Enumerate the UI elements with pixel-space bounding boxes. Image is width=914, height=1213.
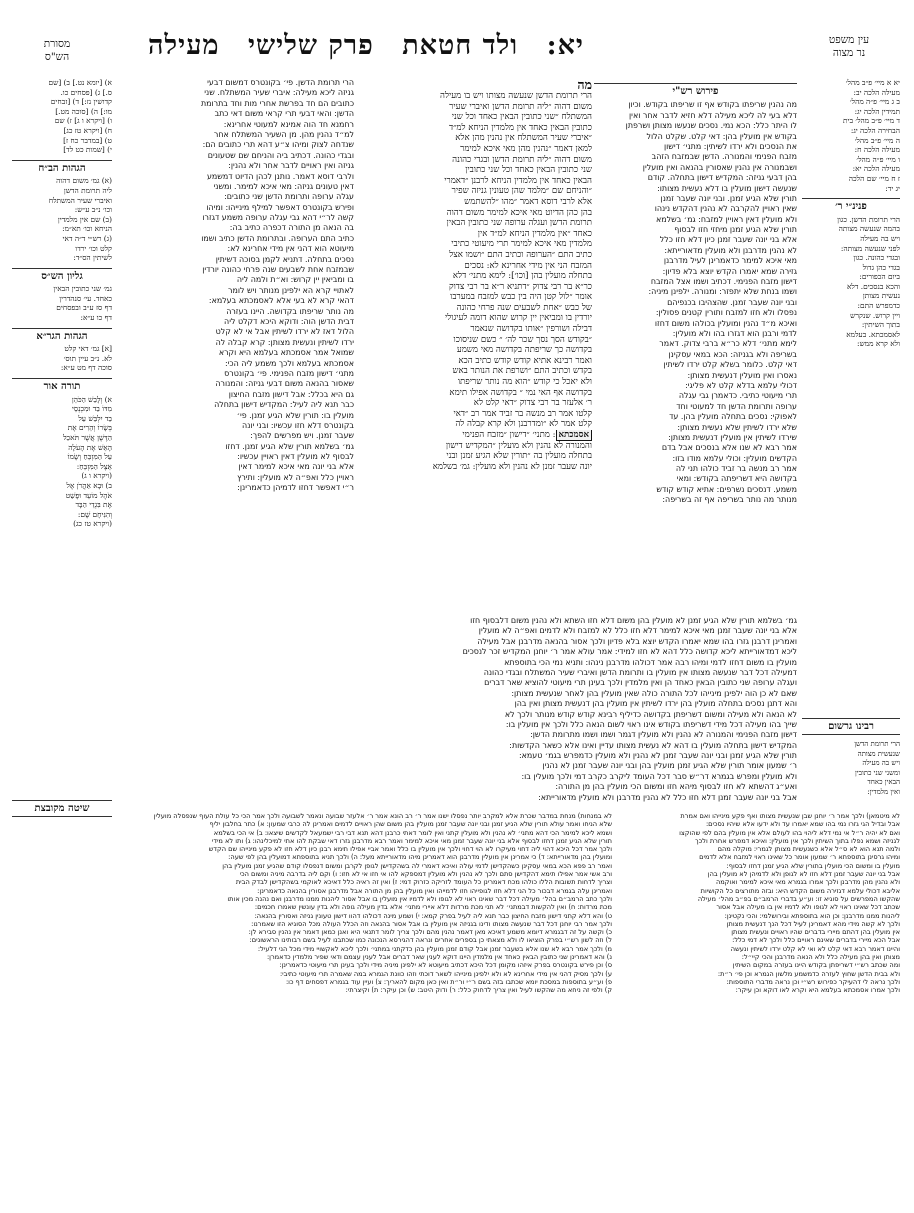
bottom-left-line: ולכך אמר רבי יוחנן דכל דבר שנעשה מצותו ודינו בגניזה אין מועלין בו אבל אסור בהנאה וזה הכלל העולה מכל הסוגיא הזו שאמרנו: <box>251 919 612 928</box>
page-header <box>0 28 914 68</box>
bottom-left-line: ואמרינן עלה בגמרא דבכור כל הני דלא חזו לגופייהו חזו לדמייהו ואין מועלין בהן מן התורה אבל מדרבנן אסורין בהנאה כדאמרינן: <box>257 886 612 895</box>
gloss-section-line: לשיתין הס״ד: <box>73 253 112 263</box>
bottom-left-line: מ) ולכך אמר רבא לא שנו אלא בשעבר זמנן אבל קודם זמנן מועלין בהן כדקתני במתני׳ ולכך ליכא לאקשויי מידי מכל הני דלעיל: <box>257 944 612 953</box>
tosafot-line: כתובים הם חד בפרשת אחרי מות וחד בתרומת <box>200 98 354 108</box>
bottom-left-line: ולכך כתב הרמב״ם בהל׳ מעילה דכל דבר שאינו ראוי לא לגופו ולא לדמיו אין מועלין בו אבל אסור ליהנות ממנו מדרבנן ואם נהנה מכין אותו <box>227 894 612 903</box>
tosafot-line: ולרבי דוסא דאמר. נותנן לכהן הדיוט דמשמע <box>206 171 354 181</box>
masoret-entry: ס.] ג) [פסחים כו. <box>60 87 112 97</box>
ein-mishpat-section-line: כדמפרש התם: <box>857 301 900 311</box>
bottom-left-line: ק) ולפי זה ניחא מה שהקשו לעיל ואין צריך לדחוק כלל: ר) ודוק היטב: ש) וכן עיקר: ת) וקיצרתי: <box>345 986 612 995</box>
page-ref: יא: <box>546 30 584 61</box>
tosafot-line: גם היא בכלל: אבל דישון מזבח החיצון <box>228 389 354 399</box>
gloss-section-line: בַד יִלְבַּשׁ עַל <box>78 413 112 423</box>
bottom-commentary-left <box>12 812 612 1212</box>
tosafot-line: למ״ד נהנין מהן. מן השעיר המשתלח אחר <box>213 129 354 139</box>
rashi-line: ואיכא מ״ד נהנין ומועלין בכולהו משום דחזו <box>654 318 797 328</box>
gloss-section-line: ואיברי שעיר המשתלח <box>48 195 112 205</box>
gemara-line: שני כתובין הבאין כאחד וכל שני כתובין <box>465 165 592 176</box>
ein-mishpat-entry: הבחירה הלכה יג: <box>850 125 900 135</box>
gloss-section-title: גליון הש״ס <box>12 268 112 282</box>
bottom-right-line: לא מיטמאן) ולכך אמר ר׳ יוחנן שבן שנעשית מצותו ואף פקע מינייהו ואם אמרת <box>680 812 900 820</box>
gemara-line: בתחלה מועלין בהן [וכו׳]: לימא מתני׳ דלא <box>452 271 592 282</box>
rashi-line: שנעשה דישון מועלין בו דלא נעשית מצותו: <box>657 183 797 193</box>
gloss-column <box>12 78 112 793</box>
rashi-line: מאי איכא למימר כדאמרינן לעיל מדרבנן <box>663 256 797 266</box>
ein-mishpat-entry: ז ח מיי׳ שם הלכה <box>848 173 900 183</box>
bottom-right-line: ולא נהנין מהן מדרבנן ולכך אמרו בגמרא מאי איכא למימר ואוקמה <box>715 878 900 887</box>
tosafot-line: אלא בני יונה מאי איכא למימר דאין <box>238 462 354 472</box>
gemara-line: המשתלח ״שני כתובין הבאין כאחד וכל שני <box>451 112 592 123</box>
ein-mishpat-entry: מעילה הלכה יא: <box>852 164 900 174</box>
gloss-section-line: אֵצֶל הַמִּזְבֵּחַ: <box>76 461 112 471</box>
bottom-right-line: והיינו דאמר רבא דאי קלט לא ואי לא קלט ירדו לשיתין ונעשה <box>730 944 900 953</box>
gloss-section-line: א) וְלָבַשׁ הַכֹּהֵן <box>71 394 112 404</box>
bottom-right-line: שכתב דכל שאינו ראוי לא לגופו ולא לדמיו אין בו מעילה אבל אסור <box>716 903 900 912</box>
bottom-right-line: אבל בני יונה שעבר זמנן דלא חזו לא לגופן ולא לדמיהן לא מועלין בהן <box>707 870 900 879</box>
gloss-section-line: אֶת בִּגְדֵי הַבָּד <box>75 500 112 510</box>
bottom-right-line: לגניזה ושמא נפלו בתוך השיתין ולכך אין מועלין: ואיכא דמפרש אחרת ולכך <box>695 836 900 845</box>
tosafot-line: בה הנאה מן התורה דכפרה כתיב בה: <box>229 223 354 233</box>
tosafot-line: ופירש בקונטרס דאפשר למילף מינייהו: ומיהו <box>206 202 354 212</box>
lower-commentary-line: גמ׳ בשלמא תורין שלא הגיע זמנן לא מועלין בהן משום דלא חזו השתא ולא נהנין משום דלבסוף חזו <box>470 616 797 625</box>
bottom-right-line: ולא בבית הדשן שחוץ לעזרה כדמשמע מלשון הגמרא וכן פי׳ ר״ת: <box>717 969 900 978</box>
bottom-right-line: ולכך לא קשה מידי מהא דאמרינן לעיל דכל הנך דנעשית מצותן <box>726 919 900 928</box>
gloss-section-line: ב) וּבָא אַהֲרֹן אֶל <box>66 480 112 490</box>
rashi-line: דאי קלט. כלומר בשלא קלט ירדו לשיתין <box>663 360 797 370</box>
ein-mishpat-entry: יא א מיי׳ פ״ב מהל׳ <box>845 78 900 87</box>
rashi-line: בקודש אין מועלין בהן: דאי קלט. שקלט הלול <box>646 131 797 141</box>
gemara-line: ולא יאכל כי קודש ״הוא מה נותר שריפתו <box>457 377 592 388</box>
rashi-line: לדמי ורבנן הוא דגזרו בהו ולא מועלין: <box>672 329 797 338</box>
gemara-line: הרי תרומת הדשן שנעשה מצותו ויש בו מעילה <box>440 91 592 101</box>
tosafot-line: גניזה ליכא מעילה: איברי שעיר המשתלח. שני <box>204 88 354 98</box>
tosafot-line: לאתויי קרא הא ילפינן מנותר ויש לומר <box>228 285 354 295</box>
gemara-line: משום דהוה ״ליה תרומת הדשן ואיברי שעיר <box>449 101 592 112</box>
tosafot-line: ירדו לשיתין ונעשית מצותן: קרא קבלה לה <box>215 337 354 347</box>
tosafot-line: שעבר זמנן. ויש מפרשים להפך: <box>250 431 354 441</box>
rashi-line: הקדשים מועלין: וכולי עלמא מודו בזו: <box>672 453 797 463</box>
tosafot-line: כבר תנא ליה לעיל: המקדיש דישון בתחלה <box>214 400 354 410</box>
gemara-line: יורדין בו ומביאין יין קרוש שהוא דומה לעיגולי <box>444 313 592 324</box>
rabbeinu-gershom-text <box>802 740 900 810</box>
gloss-section-line: (ויקרא טז כג) <box>73 519 112 529</box>
gemara-line: כתיב התם ״הערופה וכתיב התם ״ושמו אצל <box>449 249 592 260</box>
ein-mishpat-section-line: בהמה שנעשה מצותה <box>838 224 900 234</box>
tosafot-line: שאסור בהנאה משום דבעי גניזה: והמנורה <box>215 379 354 389</box>
bottom-right-line: אליבא דכולי עלמא דגזירה משום הקדש היא: ובזה מתורצים כל הקושיות <box>700 886 900 895</box>
bottom-left-line: פ) וע״ע בתוספות במסכת יומא שכתבו בזה בשם ר״י ור״ת ואין כאן מקום להאריך: צ) ועיין עוד בגמרא דפסחים דף כו: <box>285 977 612 986</box>
bottom-left-line: מכת מרדות: ח) ואין להקשות דבמתני׳ לא תני מכת מרדות דלא איירי מתני׳ אלא בדין מעילה גופה ולא בדין עונשין שאמרו חכמים: <box>254 903 612 912</box>
gloss-section-line: בְּשָׂרוֹ וְהֵרִים אֶת <box>67 423 112 433</box>
rashi-line: גזירה שמא יאמרו הקדש יוצא בלא פדיון: <box>662 266 797 276</box>
rashi-line: תורין שלא הגיע זמנן. ובני יונה שעבר זמנן <box>660 193 797 203</box>
gemara-line: אלא לרבי דוסא דאמר ״מהו ״להשתמש <box>464 196 592 207</box>
gloss-section-line: ליה תרומת הדשן <box>63 185 112 195</box>
bottom-left-line: ומועלין בהן מדאורייתא: ד) כי אמרינן אין מועלין מדרבנן הוא דאמרינן מיהו מדאורייתא מעל: ה) ולכך תניא בתוספתא דמועלין בהן לפי שעה: <box>228 853 612 862</box>
rashi-line: אמר רב מנשה בר זביד כולהו תני לה <box>675 464 797 474</box>
gemara-line: בהן כהן הדיוט מאי איכא למימר משום דהוה <box>446 207 592 218</box>
tosafot-line: דאין טעונים גניזה: מאי איכא למימר. ומשני <box>213 181 354 191</box>
gloss-section-line: דף סז ע״ב ובפסחים <box>56 303 112 313</box>
rashi-column <box>594 78 797 613</box>
lower-commentary-line: שייך בהו מעילה דכל מידי דשריפתו בקודש אינו ראוי לשום הנאה כלל ולכך אין מועלין בו: <box>505 719 797 729</box>
gemara-line: ר׳ אלעזר בר רבי צדוק ״דאי קלט לא <box>473 398 592 409</box>
gemara-line: הבאין כאחד אין מלמדין הניחא לרבנן ״דאמרי <box>444 175 592 186</box>
gloss-section-line: הַדֶּשֶׁן אֲשֶׁר תֹּאכַל <box>63 433 112 442</box>
gemara-line: המזבח הני אין מידי אחרינא לא: נסכים <box>464 260 592 271</box>
rashi-line: מזבח הפנימי והמנורה. הדשן שבמזבח הזהב <box>651 152 797 162</box>
rashi-line: לאפוקי: נסכים בתחלה מועלין בהן. עד <box>669 412 797 422</box>
bottom-left-line: ואמר רב פפא הכא במאי עסקינן כשהקדישן לדמי עולה ואיכא דאמרי לה בשהקדישן לגופן לקרבן ומשום דנפסלו קודם שהגיע זמנן מועלין בהן <box>222 861 612 870</box>
gloss-section-line: כאחד. עי׳ סנהדרין <box>59 293 112 303</box>
tosafot-line: ובגדי כהונה. דכתיב ביה והניחם שם שטעונים <box>207 150 354 160</box>
rashi-line: מנותר מה נותר בשריפה אף זה בשריפה: <box>662 495 797 505</box>
gloss-section-line: קלט וכו׳ ירדו <box>75 243 112 253</box>
gemara-line: ואמר רבינא אתיא קודש קודש כתיב הכא <box>458 355 592 366</box>
gemara-line: למאן דאמר ״נהנין מהן מאי איכא למימר <box>460 143 592 154</box>
rashi-line: משמע. דנסכים נשרפים: אתיא קודש קודש <box>656 484 797 494</box>
rabbeinu-gershom-line: ומשני שני כתובין <box>854 768 900 777</box>
gemara-line: כתובין הבאין כאחד אין מלמדין הניחא למ״ד <box>448 122 592 133</box>
rashi-line: בשריפה ולא בגניזה: הכא במאי עסקינן <box>668 349 797 359</box>
gemara-line: קלט אמר לא ״ומדרבנן ולא קרא קבלה לה <box>455 419 592 430</box>
rabbeinu-gershom-line: הרי תרומת הדשן <box>854 740 900 748</box>
lower-commentary-line: ועגלה ערופה שני כתובין הבאין כאחד הן ואין מלמדין ולכך בעינן תרי מיעוטי להוציא שאר דברים <box>484 678 797 688</box>
ein-mishpat-entry: מעילה הלכה יב: <box>853 87 900 97</box>
bottom-left-line: וצריך לדחות תשובות הללו כולהו מכח דאמרינן כל העומד לזריקה כזרוק דמי: ז) ואין זה ראיה כלל דאיכא לאוקמי בשהקדישן לבדק הבית <box>235 878 612 887</box>
bottom-right-line: שהקשו המפרשים על סוגיא זו: וע״ע בדברי הרמב״ם בפ״ב מהל׳ מעילה <box>697 894 900 903</box>
ein-mishpat-entry: ו מיי׳ פ״ה מהל׳ <box>856 154 900 164</box>
ein-mishpat-entry: ד מיי׳ פ״ב מהל׳ בית <box>843 116 900 126</box>
lower-commentary-line: מועלין בו משום דחזו לדמי ומיהו רבה אמר דכולהו מדרבנן נינהו: ותניא נמי הכי בתוספתא <box>504 657 797 667</box>
ein-mishpat-section-line: הרי תרומת הדשן. כגון <box>837 214 900 224</box>
tosafot-line: הלול דאז לא ירדו לשיתין אבל אי לא קלט <box>215 327 354 337</box>
lower-commentary-line: לא הנאה ולא מעילה ומשום דשריפתן בקדושה כדיליף רבינא קודש קודש מנותר ולכך לא <box>504 709 797 719</box>
gemara-line: בקדש וכתיב התם ״ושרפת את הנותר באש <box>452 366 592 377</box>
tosafot-line: כתיב התם הערופה. ובתרומת הדשן כתיב ושמו <box>201 233 354 243</box>
gloss-section-line: (ויקרא ו ג) <box>81 471 112 481</box>
bottom-right-line: ומה שכתב רש״י דשריפתן בקודש היינו בעזרה במקום השיתין <box>732 961 900 970</box>
ein-mishpat-section-line: ויין קרוש. שנקרש <box>850 310 900 320</box>
gemara-line: יונה שעבר זמנן לא נהנין ולא מועלין: גמ׳ בשלמא <box>432 461 592 472</box>
gloss-section-line: גמ׳ שני כתובין הבאין <box>53 284 112 294</box>
gloss-section-line: [א] גמ׳ דאי קלט <box>64 344 112 354</box>
bottom-right-line: מצותן ואין בהן מעילה כלל ולא הנאה מדרבנן והכי קיי״ל: <box>741 953 900 962</box>
lower-commentary-line: ואמרינן דרבנן גזרו בהו שמא יאמרו הקדש יוצא בלא פדיון ולכך אסור בהנאה מדרבנן אבל מעילה <box>477 636 797 646</box>
tosafot-line: קשה לר״י דהא גבי עגלה ערופה משמע דגזרו <box>202 213 354 223</box>
daf-name: מעילה <box>148 30 220 61</box>
gemara-line: דבילה ושורפין ״אותו בקדושה שנאמר <box>470 324 592 335</box>
gloss-section-title: תורה אור <box>12 378 112 392</box>
bottom-left-line: לא במנחות) מנחת במדבר שכרת אלא למקרב יותר נפסלו ישנו אמר ר׳ רב הונא אמר ר׳ אלעזר שבועה ונאמר לשבועה ולכך אמר הכי כל עולת העוף שנפסלה מועלין <box>153 812 612 820</box>
gemara-line: כר״א בר רבי צדוק ״דתניא ר״א בר רבי צדוק <box>448 281 592 292</box>
rashi-line: ושבמנורה אין נהנין שאסורין בהנאה ואין מועלין <box>642 162 797 172</box>
lower-commentary-line: המקדיש דישון בתחלה מועלין בו דהא לא נעשית מצותו עדיין ואינו אלא כשאר הקדשות: <box>509 740 797 750</box>
tosafot-line: שנדחה לצוק ומיהו צ״ע דהא תרי כתובים הם: <box>202 140 354 150</box>
gloss-section-line: הָאֵשׁ אֶת הָעֹלָה <box>68 442 112 452</box>
masoret-entry: ח) [ויקרא טז כג] <box>63 125 112 135</box>
rashi-line: דלא בעי לה ליכא מעילה דלא חזיא לדבר אחר ואין <box>629 110 797 120</box>
gemara-line: משום דהוה ״ליה תרומת הדשן ובגדי כהונה <box>452 154 592 165</box>
bottom-right-line: ולמה תנא הוא לא ס״ל אלא כשנעשית מצותן לגמרי: מוקלה מהם <box>717 845 900 854</box>
tosafot-line: שבמזבח אחת לשבעים שנה פרחי כהונה יורדין <box>202 265 354 275</box>
rashi-line: אלא בני יונה שעבר זמנן כיון דלא חזו כלל <box>659 235 797 245</box>
tractate-name: ולד חטאת <box>402 30 519 61</box>
masoret-entry: ו) [ויקרא ו ג] ז) שם <box>54 116 112 126</box>
bottom-left-line: ע) ולכך מסיק דהני אין מידי אחרינא לא ולא ילפינן מינייהו לשאר דוכתי וזהו כוונת הגמרא במה שאמרה תרי מיעוטי כתיבי: <box>279 969 612 978</box>
lower-commentary-line: תורין שלא הגיע זמנן ובני יונה שעבר זמנן לא נהנין ולא מועלין כדמפרש בגמ׳ טעמא: <box>518 751 797 761</box>
bottom-left-line: ושמא ליכא למימר הכי דהא מתני׳ לא נהנין ולא מועלין קתני ואין לומר דאתי כרבנן דהא תנא דבי רבי ישמעאל לקדשים שיצאו: ב) אי הכי בשלמא <box>213 828 612 837</box>
tosafot-line: הרי תרומת הדשן. פי׳ בקונטרס דמשום דבעי <box>207 78 354 87</box>
lower-commentary-line: דמעילה דכל דבר שנעשה מצותו אין מועלין בו ותרומת הדשן ואיברי שעיר המשתלח ובגדי כהונה <box>483 667 797 677</box>
page-title <box>130 30 584 61</box>
bottom-left-line: ט) והא דלא קתני דישון מזבח החיצון כבר תנא ליה לעיל בפרק קמא: י) ושמע מינה דכולהו דהוו דישון טעונין גניזה ואסורין בהנאה: <box>254 911 612 920</box>
lower-commentary-line: ואע״ג דהשתא לא חזו לבסוף מיהא חזו ומשום הכי מועלין בהן מן התורה: <box>555 782 797 792</box>
ein-mishpat-section-line: ובגדי כהונה. כגון <box>853 253 900 263</box>
ein-mishpat-entry: מעילה הלכה ח: <box>854 145 900 155</box>
lower-commentary-line: ליכא דמדאורייתא ליכא קדושה כלל דהא לא חזו למידי: אמר עולא אמר ר׳ יוחנן המקדיש זכר לנסכים <box>462 647 797 657</box>
rabbeinu-gershom-line: ויש בה מעילה <box>862 759 900 768</box>
bottom-right-line: ואם לא יהיה ר״ל אי נמי דלא ליהוי בהו לעולם אלא אין מועלין בהם לפי שהוקצו <box>679 828 900 837</box>
tosafot-line: ראויין כלל ואפ״ה לא מועלין: ותירץ <box>237 472 354 482</box>
ein-mishpat-section-line: ולא קרא ממש: <box>857 339 900 349</box>
gloss-section-line: הניחא וכו׳ תא״מ: <box>62 224 112 234</box>
ein-mishpat-entry: ב ג מיי׳ פ״ה מהל׳ <box>849 97 900 107</box>
bottom-right-line: מועלין בו ומשום הכי מועלין בתורין שלא הגיע זמנן דחזו לבסוף: <box>726 861 900 870</box>
opening-word: מה <box>577 78 592 91</box>
bottom-right-line: אבל ובדיל הגי גזרו נמי בהו שמא יאמרו עד ולא ידעו אלא שיהיו נסכים: <box>705 820 900 829</box>
gloss-section-line: וכו׳ נ״ב ע״ש: <box>74 205 112 215</box>
masoret-entry: א) [יומא נט.] ב) [שם <box>48 78 112 87</box>
rashi-line: בהן דבעי גניזה: המקדיש דישון בתחלה. קודם <box>647 173 797 183</box>
lower-commentary-line: ולא מועלין ומפרש בגמרא דר״ש סבר דכל העומד ליקרב כקרב דמי ולכך מועלין בו: <box>521 771 797 781</box>
gemara-line: אסמכתא: מתני׳ ״דישון ״מזבח הפנימי <box>360 430 592 441</box>
rashi-title: פירוש רש"י <box>594 83 797 97</box>
tosafot-line: הדשן: והאי דבעי תרי קראי משום דאי כתב <box>214 109 354 119</box>
gemara-line: אומר ״לול קטן היה בין כבש למזבח במערבו <box>450 292 592 303</box>
gemara-line: כאחד ״אין מלמדין הניחא למ״ד אין <box>477 228 592 239</box>
gemara-line: תרומת הדשן ועגלה ערופה שני כתובין הבאין <box>446 218 592 229</box>
tosafot-line: שמואל אמר אסמכתא בעלמא היא וקרא <box>218 348 354 358</box>
gloss-section-line: לא. נ״ב עיין תוס׳ <box>63 353 112 363</box>
bottom-right-line: אין מועלין בהן דהתם מיירי בדברים שהיו ראויים ונעשית מצותן <box>731 928 900 937</box>
gloss-section-line: אֹהֶל מוֹעֵד וּפָשַׁט <box>65 490 112 500</box>
masoret-entry: מו:] ה) [סוכה מט.] <box>55 106 112 116</box>
rashi-line: שאין ראויין להקרבה לא נהנין דהקדש נינהו <box>654 204 797 214</box>
tosafot-line: נסכים בתחלה. דתניא לקמן בסוכה דשיתין <box>215 254 354 264</box>
ein-mishpat-entry: תמידין הלכה יג: <box>854 106 900 116</box>
lower-commentary-line: והא דתנן נסכים בתחלה מועלין בהן ירדו לשיתין אין מועלין בהן דנעשית מצותן ואין בהן <box>514 699 797 709</box>
bottom-left-line: ורב אשי אמר אפילו תימא דהקדישן סתם ולכך לא נהנין ולא מועלין דמספקא להו אי חזו אי לא חזו: ו) וקם ליה בדרבה מיניה ומשום הכי <box>239 870 612 879</box>
rashi-line: לימא מתני׳ דלא כר״א ברבי צדוק. דאמר <box>659 339 797 349</box>
ein-mishpat-section-line: ביום הכפורים: <box>859 272 900 282</box>
rashi-line: בקדושה היא דשריפתה בקודש: ומאי <box>676 474 797 484</box>
rashi-line: נפסלו ולא חזו למזבח ותורין קטנים פסולין: <box>655 308 797 318</box>
ein-mishpat-section-line: בתוך השיתין: <box>861 320 900 330</box>
gloss-section-line: מִדּוֹ בַד וּמִכְנְסֵי <box>71 404 112 414</box>
ein-mishpat-section-line: לאסמכתא. בעלמא <box>846 329 900 339</box>
gloss-section-line: דף כו ע״א: <box>80 313 112 323</box>
lower-commentary-line: אבל בני יונה שעבר זמנן דלא חזו כלל לא נהנין מדרבנן ולא מועלין מדאורייתא: <box>538 792 797 802</box>
masoret-entry: קדושין נז:] ד) [זבחים <box>50 97 112 107</box>
gemara-line: ״איברי שעיר המשתלח אין נהנין מהן אלא <box>455 133 592 144</box>
ein-mishpat-section-line: בגדי כהן גדול <box>862 262 900 272</box>
rashi-line: את הנסכים ולא ירדו לשיתין: מתני׳ דישון <box>663 141 797 151</box>
gemara-line: בתחלה מועלין בה ״תורין שלא הגיע זמנן ובני <box>446 451 592 462</box>
tosafot-line: דבית הדשן הוה: ודוקא היכא דקלט ליה <box>224 316 354 326</box>
gemara-line: מלמדין מאי איכא למימר תרי מיעוטי כתיבי <box>451 239 592 250</box>
bottom-left-line: שלא הניחו ואמר עולא תורין שלא הגיע זמנן ובני יונה שעבר זמנן מועלין בהן משום שהן ראויים לדמים ואמרינן לה כרבי שמעון: א) כתר בחלבון יליף <box>209 820 612 829</box>
lower-commentary <box>357 616 797 806</box>
rashi-line: דישון מזבח הפנימי. דכתיב ושמו אצל המזבח <box>650 277 797 287</box>
bottom-left-line: תורין שלא הגיע זמנן דחזו לבסוף אלא בני יונה שעבר זמנן מאי איכא למימר ואמר רבא מדרבנן גזרו דאי שבקת להו אתי למיכלינהו: ג) ותו לא מידי <box>211 836 612 845</box>
bottom-left-line: נ) והא דאמרינן שני כתובין הבאין כאחד אין מלמדין היינו דוקא לענין שאר דברים אבל לענין עצמם ודאי שפיר מלמדין כדאמרן: <box>266 953 612 962</box>
tosafot-line: דהאי קרא לא בעי אלא לאסמכתא בעלמא: <box>208 296 354 306</box>
rashi-line: לא נהנין מדרבנן ולא מועלין מדאורייתא: <box>664 245 797 255</box>
tosafot-line: גניזה ואין ראויים לדבר אחר ולא נהנין: <box>228 161 354 171</box>
rashi-line: ובני יונה שעבר זמנן. שהצהיבו בכנפיהם <box>667 297 797 307</box>
masoret-entry: י) [שמות כט לד] <box>63 145 112 155</box>
lower-commentary-line: ר׳ שמעון אומר תורין שלא הגיע זמנן מועלין בהן ובני יונה שעבר זמנן לא נהנין <box>542 761 797 771</box>
tosafot-line: רחמנא חד הוה אמינא למעוטי אחרינא: <box>223 119 354 129</box>
gloss-section-line: וְהִנִּיחָם שָׁם: <box>77 509 112 519</box>
rashi-line: לו היתר כלל: הכא נמי. נסכים שנעשו מצותן ושרפתן <box>625 121 797 131</box>
rashi-line: דכולי עלמא בדלא קלט לא פליגי: <box>685 380 797 390</box>
gloss-section-title: הגהות הב״ח <box>12 160 112 174</box>
rashi-line: נאסרו ואין מועלין דנעשית מצותן: <box>687 370 797 380</box>
gemara-line: בקדושה אף האי נמי ״ בקדושה אפילו תימא <box>449 387 592 398</box>
tosafot-line: מתני׳ דישון מזבח הפנימי. פי׳ בקונטרס <box>224 368 354 378</box>
tosafot-line: עגלה ערופה ותרומת הדשן שני כתובים: <box>224 192 354 202</box>
ein-mishpat-label: עין משפט נר מצוה <box>828 34 870 59</box>
bottom-right-line: ולכך נראה לי דהעיקר כפירוש רש״י וכן נראה מדברי התוספות: <box>726 977 900 986</box>
gemara-line: קלטו אמר רב מנשה בר זביד אמר רב ״דאי <box>453 408 592 419</box>
rashi-line: תורין שלא הגיע זמנן מיחזי חזו לבסוף <box>674 225 797 235</box>
rabbeinu-gershom-line: ואין מלמדין: <box>867 787 900 796</box>
bottom-left-line: כ) וקשה על זה דבגמרא דיומא משמע דאיכא מאן דאמר נהנין מהם ולכך צריך לומר דתנאי היא ואנן כמאן דאמר אין נהנין סבירא לן: <box>248 928 612 937</box>
shita-mekubetzet-title: שיטה מקובצת <box>12 800 112 817</box>
masoret-entry: ט) [במדבר כח ז] <box>63 135 112 145</box>
rabbeinu-gershom-title: רבינו גרשום <box>802 718 900 735</box>
rashi-line: שלא ירדו לשיתין שלא נעשית מצותן: <box>677 422 797 432</box>
gemara-line: בקדושה כך שריפתה בקדושה מאי משמע <box>456 345 592 356</box>
rashi-line: ושמו בנחת שלא יתפזר: ומנורה. ילפינן מיניה: <box>648 287 797 297</box>
rashi-line: ולא מועלין דאין ראויין למזבח: גמ׳ בשלמא <box>656 214 797 224</box>
lower-commentary-line: אלא בני יונה שעבר זמנן מאי איכא למימר דלא חזו כלל לא למזבח ולא לדמים ואפ״ה לא מועלין <box>478 626 797 636</box>
bottom-right-line: ולכך אמרו אסמכתא בעלמא היא וקרא לאו דוקא וכן עיקר: <box>735 986 900 995</box>
rashi-line: מה נהנין שריפתו בקודש אף זו שריפתו בקודש. וכיון <box>628 100 797 110</box>
bottom-commentary-right <box>625 812 900 1212</box>
tosafot-line: בקונטרס דלא חזו עכשיו: ובני יונה <box>242 420 354 430</box>
bottom-left-line: ולכך אמר דכל היכא דהוי ליה דחוי מעיקרו לא הוי דחוי ולכך אין מועלין בו כלל ואמר אביי אפילו תימא רבנן כיון דלא חזו לא פקע מינייהו שם הקדש <box>208 845 612 854</box>
ein-mishpat-section-line: נעשית מצותן <box>862 291 900 301</box>
ein-mishpat-entry: ה מיי׳ פ״ב מהל׳ <box>854 135 900 145</box>
lower-commentary-line: דישון מזבח הפנימי והמנורה לא נהנין ולא מועלין דגמר ושמו ושמו מתרומת הדשן: <box>530 730 797 740</box>
tosafot-line: מועלין בו: תורין שלא הגיע זמנן. פי׳ <box>236 410 354 420</box>
tosafot-line: מיעוטא הוא דהני אין מידי אחרינא לא: <box>227 244 354 254</box>
bottom-right-line: ומיהו גרסינן בתוספתא ר׳ שמעון אומר כל שאינו ראוי למזבח אלא לדמים <box>699 853 900 862</box>
gloss-section-title: הגהות הגר״א <box>12 328 112 342</box>
rashi-line: שירדו לשיתין אין מועלין דנעשית מצותן: <box>668 432 797 442</box>
tosafot-line: ר״י דאפשר דחזו לדמיהן כדאמרינן: <box>237 483 354 493</box>
gloss-section-line: סוכה דף מט ע״א: <box>60 363 112 373</box>
gemara-line: ״והניחם שם ״מלמד שהן טעונין גניזה שפיר <box>451 186 592 197</box>
tosafot-column <box>120 78 354 798</box>
masoret-hashas-label: מסורת הש"ס <box>43 38 71 63</box>
tosafot-line: לבסוף לא מועלין דאין ראויין עכשיו: <box>237 452 354 462</box>
tosafot-line: גמ׳ בשלמא תורין שלא הגיע זמנן. דחזו <box>225 441 354 451</box>
gemara-line: והמנורה לא נהנין ולא מועלין ״המקדיש דישון <box>445 440 592 451</box>
lower-commentary-line: שאם לא כן הוה ילפינן מינייהו לכל התורה כולה שאין מועלין בהן לאחר שנעשית מצותן: <box>511 688 797 698</box>
gloss-section-line: (ג) רש״י ד״ה דאי <box>62 233 112 243</box>
rabbeinu-gershom-line: שנעשית מצותה <box>857 749 900 758</box>
ein-mishpat-section-line: והכא בנסכים. דלא <box>846 281 900 291</box>
bottom-left-line: ס) וכן פירש בקונטרס בפרק איזהו מקומן דכל היכא דכתיב מיעוטא לא ילפינן מיניה מידי ולכך בעינן תרי מיעוטי כדאמרינן: <box>279 961 612 970</box>
bottom-right-line: ליהנות ממנו מדרבנן: וכן הוא בתוספתא ובירושלמי: והכי נקטינן: <box>724 911 900 920</box>
ein-mishpat-column <box>802 78 900 718</box>
rashi-line: ערופה ותרומת הדשן חד למעוטי וחד <box>676 401 797 411</box>
gloss-section-line: (א) גמ׳ משום דהוה <box>56 176 112 186</box>
ein-mishpat-section-line: לפני שנעשה מצותה: <box>840 243 900 253</box>
boxed-term: אסמכתא <box>556 430 592 441</box>
tosafot-line: בו ומביאין יין קרוש: וא״ת ולמה ליה <box>236 275 354 285</box>
ein-mishpat-section-line: ויש בה מעילה <box>860 233 900 243</box>
bottom-right-line: אבל הכא מיירי בדברים שאינם ראויים כלל ולכך לא דמי כלל: <box>732 936 900 945</box>
tosafot-line: אסמכתא בעלמא ולכך משמע ליה הכי: <box>225 358 354 368</box>
ein-mishpat-section-title: פנינ״י ר׳ <box>802 198 900 212</box>
ein-mishpat-entry: יג יד: <box>885 183 900 193</box>
rashi-line: אמר רבא לא שנו אלא בנסכים אבל בדם <box>661 443 797 453</box>
rabbeinu-gershom-line: הבאין כאחד <box>867 778 900 787</box>
gemara-line: ״בקודש הסך נסך שכר לה׳ ״ כשם שניסוכו <box>453 334 592 345</box>
chapter-name: פרק שלישי <box>247 30 374 61</box>
gemara-text <box>360 78 592 613</box>
gloss-section-line: עַל הַמִּזְבֵּחַ וְשָׂמוֹ <box>67 452 112 462</box>
tosafot-line: מה נותר שריפתו בקדושה. היינו בעזרה <box>226 306 354 316</box>
gloss-section-line: (ב) שם אין מלמדין <box>57 214 112 224</box>
rashi-line: תרי מיעוטי כתיבי. כדאמרן גבי עגלה <box>678 391 797 401</box>
bottom-left-line: ל) וזה לשון רש״י בפרק הוציאו לו ולא מצאתי כן בספרים אחרים ונראה דהגירסא הנכונה כמו שכתבנו לעיל בשם רבותינו הראשונים: <box>249 936 612 945</box>
gemara-line: של כבש ״אחת לשבעים שנה פרחי כהונה <box>456 302 592 313</box>
